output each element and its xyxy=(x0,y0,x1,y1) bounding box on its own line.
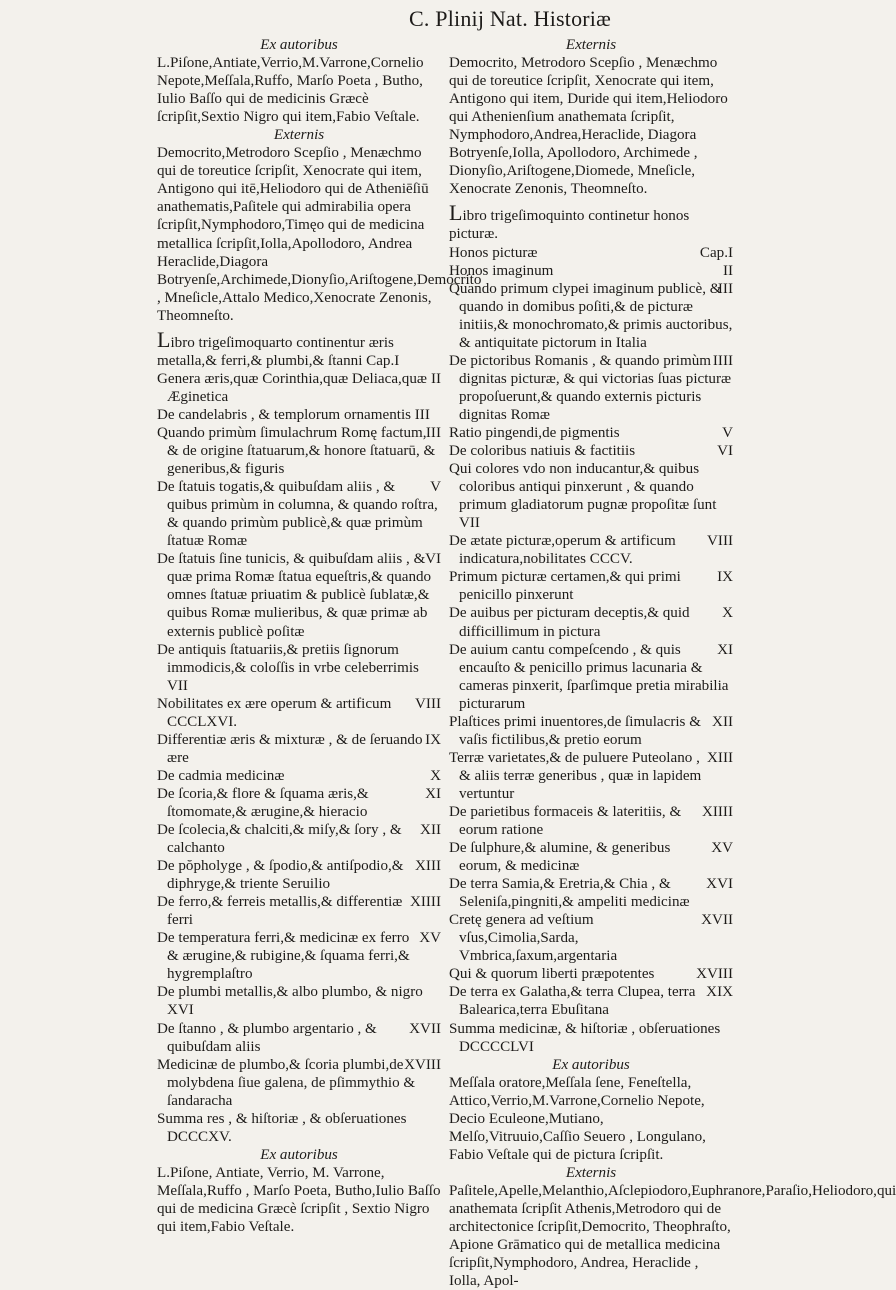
intro-text: ibro trigeſimoquinto continetur honos picturæ. xyxy=(449,208,690,243)
toc-entry-text: De ſtatuis togatis,& quibuſdam aliis , & quibus primùm in columna, & quando roſtra, & quando primùm publicè,& quæ primùm ſtatuæ Romæ xyxy=(157,479,438,550)
right-column xyxy=(449,36,896,1290)
chapter-number: X xyxy=(722,605,733,622)
section-subheading: Ex autoribus xyxy=(552,1056,630,1073)
toc-entry xyxy=(449,262,733,280)
chapter-number: XI xyxy=(717,641,733,658)
toc-entry-text: De auibus per picturam deceptis,& quid difficillimum in pictura xyxy=(449,605,690,640)
chapter-number: VI xyxy=(425,551,441,568)
toc-entry-text: Quando primùm ſimulachrum Romę factum, & de origine ſtatuarum,& honore ſtatuarū, & generibus,& figuris xyxy=(157,424,436,478)
author-list: Paſitele,Apelle,Melanthio,Aſclepiodoro,Euphranore,Paraſio,Heliodoro,qui anathemata ſcripſit Athenis,Metrodoro qui de architectonice ſcripſit,Democrito, Theophraſto, Apione Grāmatico qui de metallica medicina ſcripſit,Nymphodoro, Andrea, Heraclide , Iolla, Apol- xyxy=(449,1182,896,1290)
toc-entry-text: Terræ varietates,& de puluere Puteolano , & aliis terræ generibus , quæ in lapidem vertuntur xyxy=(449,749,702,802)
section-gap xyxy=(449,198,733,205)
toc-entry-text: Plaſtices primi inuentores,de ſimulacris & vaſis fictilibus,& pretio eorum xyxy=(449,713,701,748)
toc-entry-text: Nobilitates ex ære operum & artificum CCCLXVI. xyxy=(157,695,392,730)
chapter-number: XII xyxy=(420,822,441,839)
chapter-number: XVIII xyxy=(696,966,733,983)
chapter-number: XVI xyxy=(706,876,733,893)
toc-entry-text: Primum picturæ certamen,& qui primi penicillo pinxerunt xyxy=(449,569,681,604)
toc-entry-text: Quando primum clypei imaginum publicè, & quando in domibus poſiti,& de picturæ initiis,& monochromato,& primis auctoribus, & antiquitate pictorum in Italia xyxy=(449,280,733,351)
author-list: L.Piſone, Antiate, Verrio, M. Varrone, Meſſala,Ruffo , Marſo Poeta, Butho,Iulio Baſſo qui de medicina Græcè ſcripſit , Sextio Nigro qui item,Fabio Veſtale. xyxy=(157,1164,441,1236)
section-subheading: Externis xyxy=(565,1164,617,1181)
toc-entry-text: De auium cantu compeſcendo , & quis encauſto & penicillo primus lacunaria & cameras pinxerit, ſparſimque pretia mirabilia picturarum xyxy=(449,641,729,712)
section-gap xyxy=(157,325,441,332)
running-header: C. Plinij Nat. Historiæ xyxy=(408,6,611,31)
toc-entry-text: De candelabris , & templorum ornamentis III xyxy=(157,406,430,423)
toc-entry-text: De ferro,& ferreis metallis,& differentiæ ferri xyxy=(157,894,403,929)
chapter-number: IX xyxy=(425,731,441,748)
chapter-number: VIII xyxy=(415,695,441,712)
chapter-number: X xyxy=(430,767,441,784)
toc-entry xyxy=(449,983,733,1019)
initial-letter: L xyxy=(157,326,171,352)
chapter-number: V xyxy=(430,479,441,496)
toc-entry-text: Differentiæ æris & mixturæ , & de ſeruando ære xyxy=(157,731,423,766)
chapter-number: XVIII xyxy=(404,1056,441,1073)
toc-entry xyxy=(449,442,733,460)
chapter-number: XV xyxy=(419,930,441,947)
toc-entry xyxy=(157,478,441,550)
toc-entry xyxy=(157,1020,441,1056)
initial-letter: L xyxy=(449,200,463,226)
toc-entry-text: Medicinæ de plumbo,& ſcoria plumbi,de molybdena ſiue galena, de pſimmythio & ſandaracha xyxy=(157,1056,416,1109)
chapter-number: VI xyxy=(717,443,733,460)
toc-entry xyxy=(157,767,441,785)
toc-entry-text: Genera æris,quæ Corinthia,quæ Deliaca,quæ Æginetica xyxy=(157,370,427,405)
toc-entry xyxy=(157,929,441,983)
toc-entry-text: De ſcolecia,& chalciti,& miſy,& ſory , & calchanto xyxy=(157,822,402,857)
toc-entry xyxy=(449,532,733,568)
chapter-number: III xyxy=(425,424,441,441)
toc-entry xyxy=(449,244,733,262)
toc-entry-text: De ſulphure,& alumine, & generibus eorum, & medicinæ xyxy=(449,840,671,875)
chapter-number: IX xyxy=(717,569,733,586)
toc-entry-text: Honos picturæ xyxy=(449,244,538,261)
toc-entry xyxy=(449,604,733,640)
toc-entry-text: De antiquis ſtatuariis,& pretiis ſignorum immodicis,& coloſſis in vrbe celeberrimis VII xyxy=(157,641,419,694)
toc-entry xyxy=(449,1020,733,1056)
toc-entry xyxy=(157,785,441,821)
chapter-number: XI xyxy=(425,785,441,802)
book-intro xyxy=(157,326,441,370)
toc-entry-text: De cadmia medicinæ xyxy=(157,767,285,784)
toc-entry-text: De ætate picturæ,operum & artificum indicatura,nobilitates CCCV. xyxy=(449,533,676,568)
toc-entry-text: De ſcoria,& flore & ſquama æris,& ſtomomate,& ærugine,& hieracio xyxy=(157,785,369,820)
toc-entry xyxy=(449,713,733,749)
chapter-number: III xyxy=(717,280,733,297)
toc-entry-text: De parietibus formaceis & lateritiis, & eorum ratione xyxy=(449,803,682,839)
chapter-number: II xyxy=(722,262,733,279)
toc-entry xyxy=(157,893,441,929)
chapter-number: XIII xyxy=(707,749,733,766)
toc-entry-text: De temperatura ferri,& medicinæ ex ferro & ærugine,& rubigine,& ſquama ferri,& hygremplaſtro xyxy=(157,930,410,983)
chapter-number: XIX xyxy=(706,984,733,1001)
toc-entry-text: De ſtanno , & plumbo argentario , & quibuſdam aliis xyxy=(157,1020,377,1055)
toc-entry xyxy=(449,965,733,983)
toc-entry-text: Summa medicinæ, & hiſtoriæ , obſeruationes DCCCCLVI xyxy=(449,1020,721,1055)
toc-entry xyxy=(157,695,441,731)
toc-entry xyxy=(449,875,733,911)
chapter-number: VIII xyxy=(707,533,733,550)
toc-entry xyxy=(157,550,441,640)
toc-entry xyxy=(157,983,441,1019)
section-subheading: Ex autoribus xyxy=(260,1146,338,1163)
toc-entry xyxy=(157,641,441,695)
chapter-number: XV xyxy=(711,840,733,857)
chapter-number: XIIII xyxy=(701,803,733,820)
chapter-number: Cap.I xyxy=(699,244,733,261)
toc-entry-text: De plumbi metallis,& albo plumbo, & nigro XVI xyxy=(157,984,423,1019)
chapter-number: XIIII xyxy=(409,894,441,911)
section-subheading: Externis xyxy=(565,37,617,53)
toc-entry-text: De terra Samia,& Eretria,& Chia , & Seleniſa,pingniti,& ampeliti medicinæ xyxy=(449,876,690,911)
toc-entry-text: Cretę genera ad veſtium vſus,Cimolia,Sarda, Vmbrica,ſaxum,argentaria xyxy=(449,912,618,965)
toc-entry-text: Summa res , & hiſtoriæ , & obſeruationes DCCCXV. xyxy=(157,1110,407,1145)
toc-entry xyxy=(449,839,733,875)
chapter-number: XVII xyxy=(701,912,733,929)
toc-entry xyxy=(157,821,441,857)
toc-entry xyxy=(449,568,733,604)
toc-entry xyxy=(449,424,733,442)
toc-entry-text: Honos imaginum xyxy=(449,262,554,279)
intro-text: ibro trigeſimoquarto continentur æris metalla,& ferri,& plumbi,& ſtanni Cap.I xyxy=(157,334,400,369)
chapter-number: II xyxy=(430,370,441,387)
toc-entry-text: Qui & quorum liberti præpotentes xyxy=(449,966,655,983)
toc-entry xyxy=(157,424,441,478)
toc-entry xyxy=(449,911,733,965)
author-list: L.Piſone,Antiate,Verrio,M.Varrone,Cornelio Nepote,Meſſala,Ruffo, Marſo Poeta , Butho, Iulio Baſſo qui de medicinis Græcè ſcripſit,Sextio Nigro qui item,Fabio Veſtale. xyxy=(157,55,424,126)
toc-entry xyxy=(157,731,441,767)
toc-entry xyxy=(449,641,733,713)
toc-entry xyxy=(157,1056,441,1110)
author-list: Democrito, Metrodoro Scepſio , Menæchmo qui de toreutice ſcripſit, Xenocrate qui item, Antigono qui item, Duride qui item,Heliodoro qui Athenienſium anathemata ſcripſit, Nymphodoro,Andrea,Heraclide, Diagora Botryenſe,Iolla, Apollodoro, Archimede , Dionyſio,Ariſtogene,Diomede, Mneſicle, Xenocrate Zenonis, Theomneſto. xyxy=(449,55,728,198)
chapter-number: XII xyxy=(712,713,733,730)
toc-entry xyxy=(157,370,441,406)
toc-entry xyxy=(449,803,733,839)
toc-entry-text: De pictoribus Romanis , & quando primùm dignitas picturæ, & qui victorias ſuas picturæ propoſuerunt,& quando externis picturis dignitas Romæ xyxy=(449,352,732,423)
author-list: Democrito,Metrodoro Scepſio , Menæchmo qui de toreutice ſcripſit, Xenocrate qui item, Antigono qui itē,Heliodoro qui de Atheniēſiū anathematis,Paſitele qui admirabilia opera ſcripſit,Nymphodoro,Timęo qui de medicina metallica ſcripſit,Iolla,Apollodoro, Andrea Heraclide,Diagora Botryenſe,Archimede,Dionyſio,Ariſtogene,Democrito , Mneſicle,Attalo Medico,Xenocrate Zenonis, Theomneſto. xyxy=(157,145,482,324)
toc-entry-text: De terra ex Galatha,& terra Clupea, terra Balearica,terra Ebuſitana xyxy=(449,984,696,1019)
chapter-number: V xyxy=(722,424,733,441)
section-subheading: Ex autoribus xyxy=(260,37,338,53)
chapter-number: XVII xyxy=(409,1020,441,1037)
toc-entry xyxy=(157,857,441,893)
toc-entry-text: De pŏpholyge , & ſpodio,& antiſpodio,& diphryge,& triente Seruilio xyxy=(157,858,404,893)
toc-entry xyxy=(449,749,733,803)
toc-entry-text: Ratio pingendi,de pigmentis xyxy=(449,424,620,441)
toc-entry-text: De ſtatuis ſine tunicis, & quibuſdam aliis , & quæ prima Romæ ſtatua equeſtris,& quando omnes ſtatuæ priuatim & publicè ſublatæ,& quibus Romæ mulieribus, & quæ primæ ab externis publicè poſitæ xyxy=(157,551,432,640)
section-subheading: Externis xyxy=(273,127,325,144)
toc-entry xyxy=(157,1110,441,1146)
book-intro xyxy=(449,200,733,243)
toc-entry xyxy=(157,406,441,424)
toc-entry xyxy=(449,460,733,532)
chapter-number: XIII xyxy=(415,858,441,875)
toc-entry-text: Qui colores vdo non inducantur,& quibus coloribus antiqui pinxerunt , & quando primum gladiatorum pugnæ propoſitæ ſunt VII xyxy=(449,461,717,532)
chapter-number: IIII xyxy=(712,352,733,369)
author-list: Meſſala oratore,Meſſala ſene, Feneſtella, Attico,Verrio,M.Varrone,Cornelio Nepote, Decio Eculeone,Mutiano, Melſo,Vitruuio,Caſſio Seuero , Longulano, Fabio Veſtale qui de pictura ſcripſit. xyxy=(449,1074,706,1163)
toc-entry-text: De coloribus natiuis & factitiis xyxy=(449,443,636,460)
left-column xyxy=(157,36,482,1236)
toc-entry xyxy=(449,352,733,424)
toc-entry xyxy=(449,280,733,352)
